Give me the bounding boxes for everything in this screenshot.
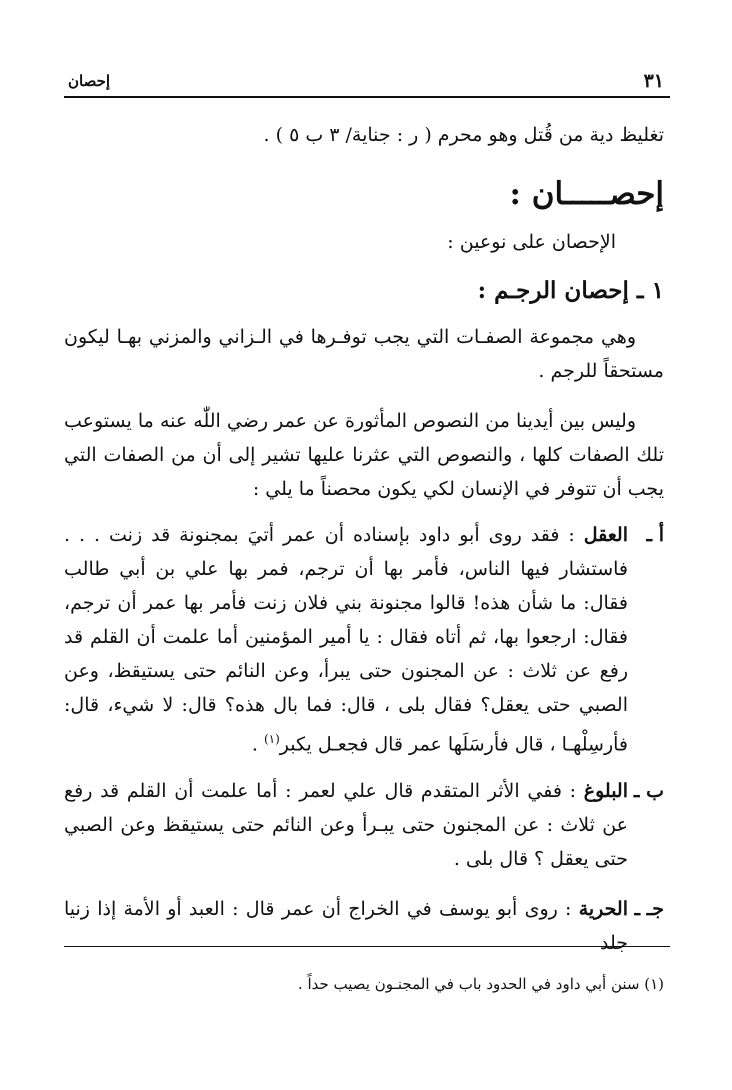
page-number: ٣١ xyxy=(643,70,664,92)
paragraph-2: وليس بين أيدينا من النصوص المأثورة عن عمر رضي اللّٰه عنه ما يستوعب تلك الصفات كلها ، والنصوص التي عثرنا عليها تشير إلى أن من الصفات التي يجب أن تتوفر في الإنسان لكي يكون محصناً ما يلي : xyxy=(64,410,664,500)
item-c-marker: جـ ـ xyxy=(634,898,664,920)
item-a-tail: . xyxy=(251,733,264,756)
header-rule xyxy=(64,96,670,98)
item-b-marker: ب ـ xyxy=(633,780,664,802)
item-a-term: العقل xyxy=(583,524,628,546)
item-a-marker: أ ـ xyxy=(646,524,664,546)
item-b-term: البلوغ xyxy=(583,780,628,802)
running-title: إحصان xyxy=(68,72,111,90)
item-c-body: : روى أبو يوسف في الخراج أن عمر قال : العبد أو الأمة إذا زنيا جلد xyxy=(64,898,628,954)
main-heading: إحصـــــان : xyxy=(509,176,664,212)
item-c-text xyxy=(64,892,628,960)
list-item-b xyxy=(64,774,664,876)
footnote: (١) سنن أبي داود في الحدود باب في المجنـون يصيب حداً . xyxy=(297,975,664,993)
list-item-a xyxy=(64,518,664,761)
item-c-term: الحرية xyxy=(578,898,628,920)
item-b-body: : ففي الأثر المتقدم قال علي لعمر : أما علمت أن القلم قد رفع عن ثلاث : عن المجنون حتى يبـرأ وعن النائم حتى يستيقظ وعن الصبي حتى يعقل ؟ قال بلى . xyxy=(64,780,628,870)
list-item-c xyxy=(64,892,664,960)
item-a-body: : فقد روى أبو داود بإسناده أن عمر أتيَ بمجنونة قد زنت . . . فاستشار فيها الناس، فأمر بها أن ترجم، فمر بها علي بن أبي طالب فقال: ما شأن هذه! قالوا مجنونة بني فلان زنت فأمر بها عمر أن ترجم، فقال: ارجعوا بها، ثم أتاه فقال : يا أمير المؤمنين أما علمت أن القلم قد رفع عن ثلاث : عن المجنون حتى يبرأ، وعن النائم حتى يستيقظ، وعن الصبي حتى يعقل؟ فقال بلى ، قال: فما بال هذه؟ قال: لا شيء، قال: فأرسِلْهـا ، قال فأرسَلَها عمر قال فجعـل يكبر xyxy=(64,524,628,756)
footnote-ref[interactable]: (١) xyxy=(263,732,280,746)
item-a-text xyxy=(64,518,628,761)
intro-line: الإحصان على نوعين : xyxy=(447,231,616,253)
opening-line: تغليظ دية من قُتل وهو محرم ( ر : جناية/ ٣ ب ٥ ) . xyxy=(263,124,664,146)
item-b-text xyxy=(64,774,628,876)
sub-heading: ١ ـ إحصان الرجـم : xyxy=(477,277,664,304)
paragraph-1: وهي مجموعة الصفـات التي يجب توفـرها في الـزاني والمزني بهـا ليكون مستحقاً للرجم . xyxy=(64,326,664,382)
footnote-rule xyxy=(64,946,670,947)
